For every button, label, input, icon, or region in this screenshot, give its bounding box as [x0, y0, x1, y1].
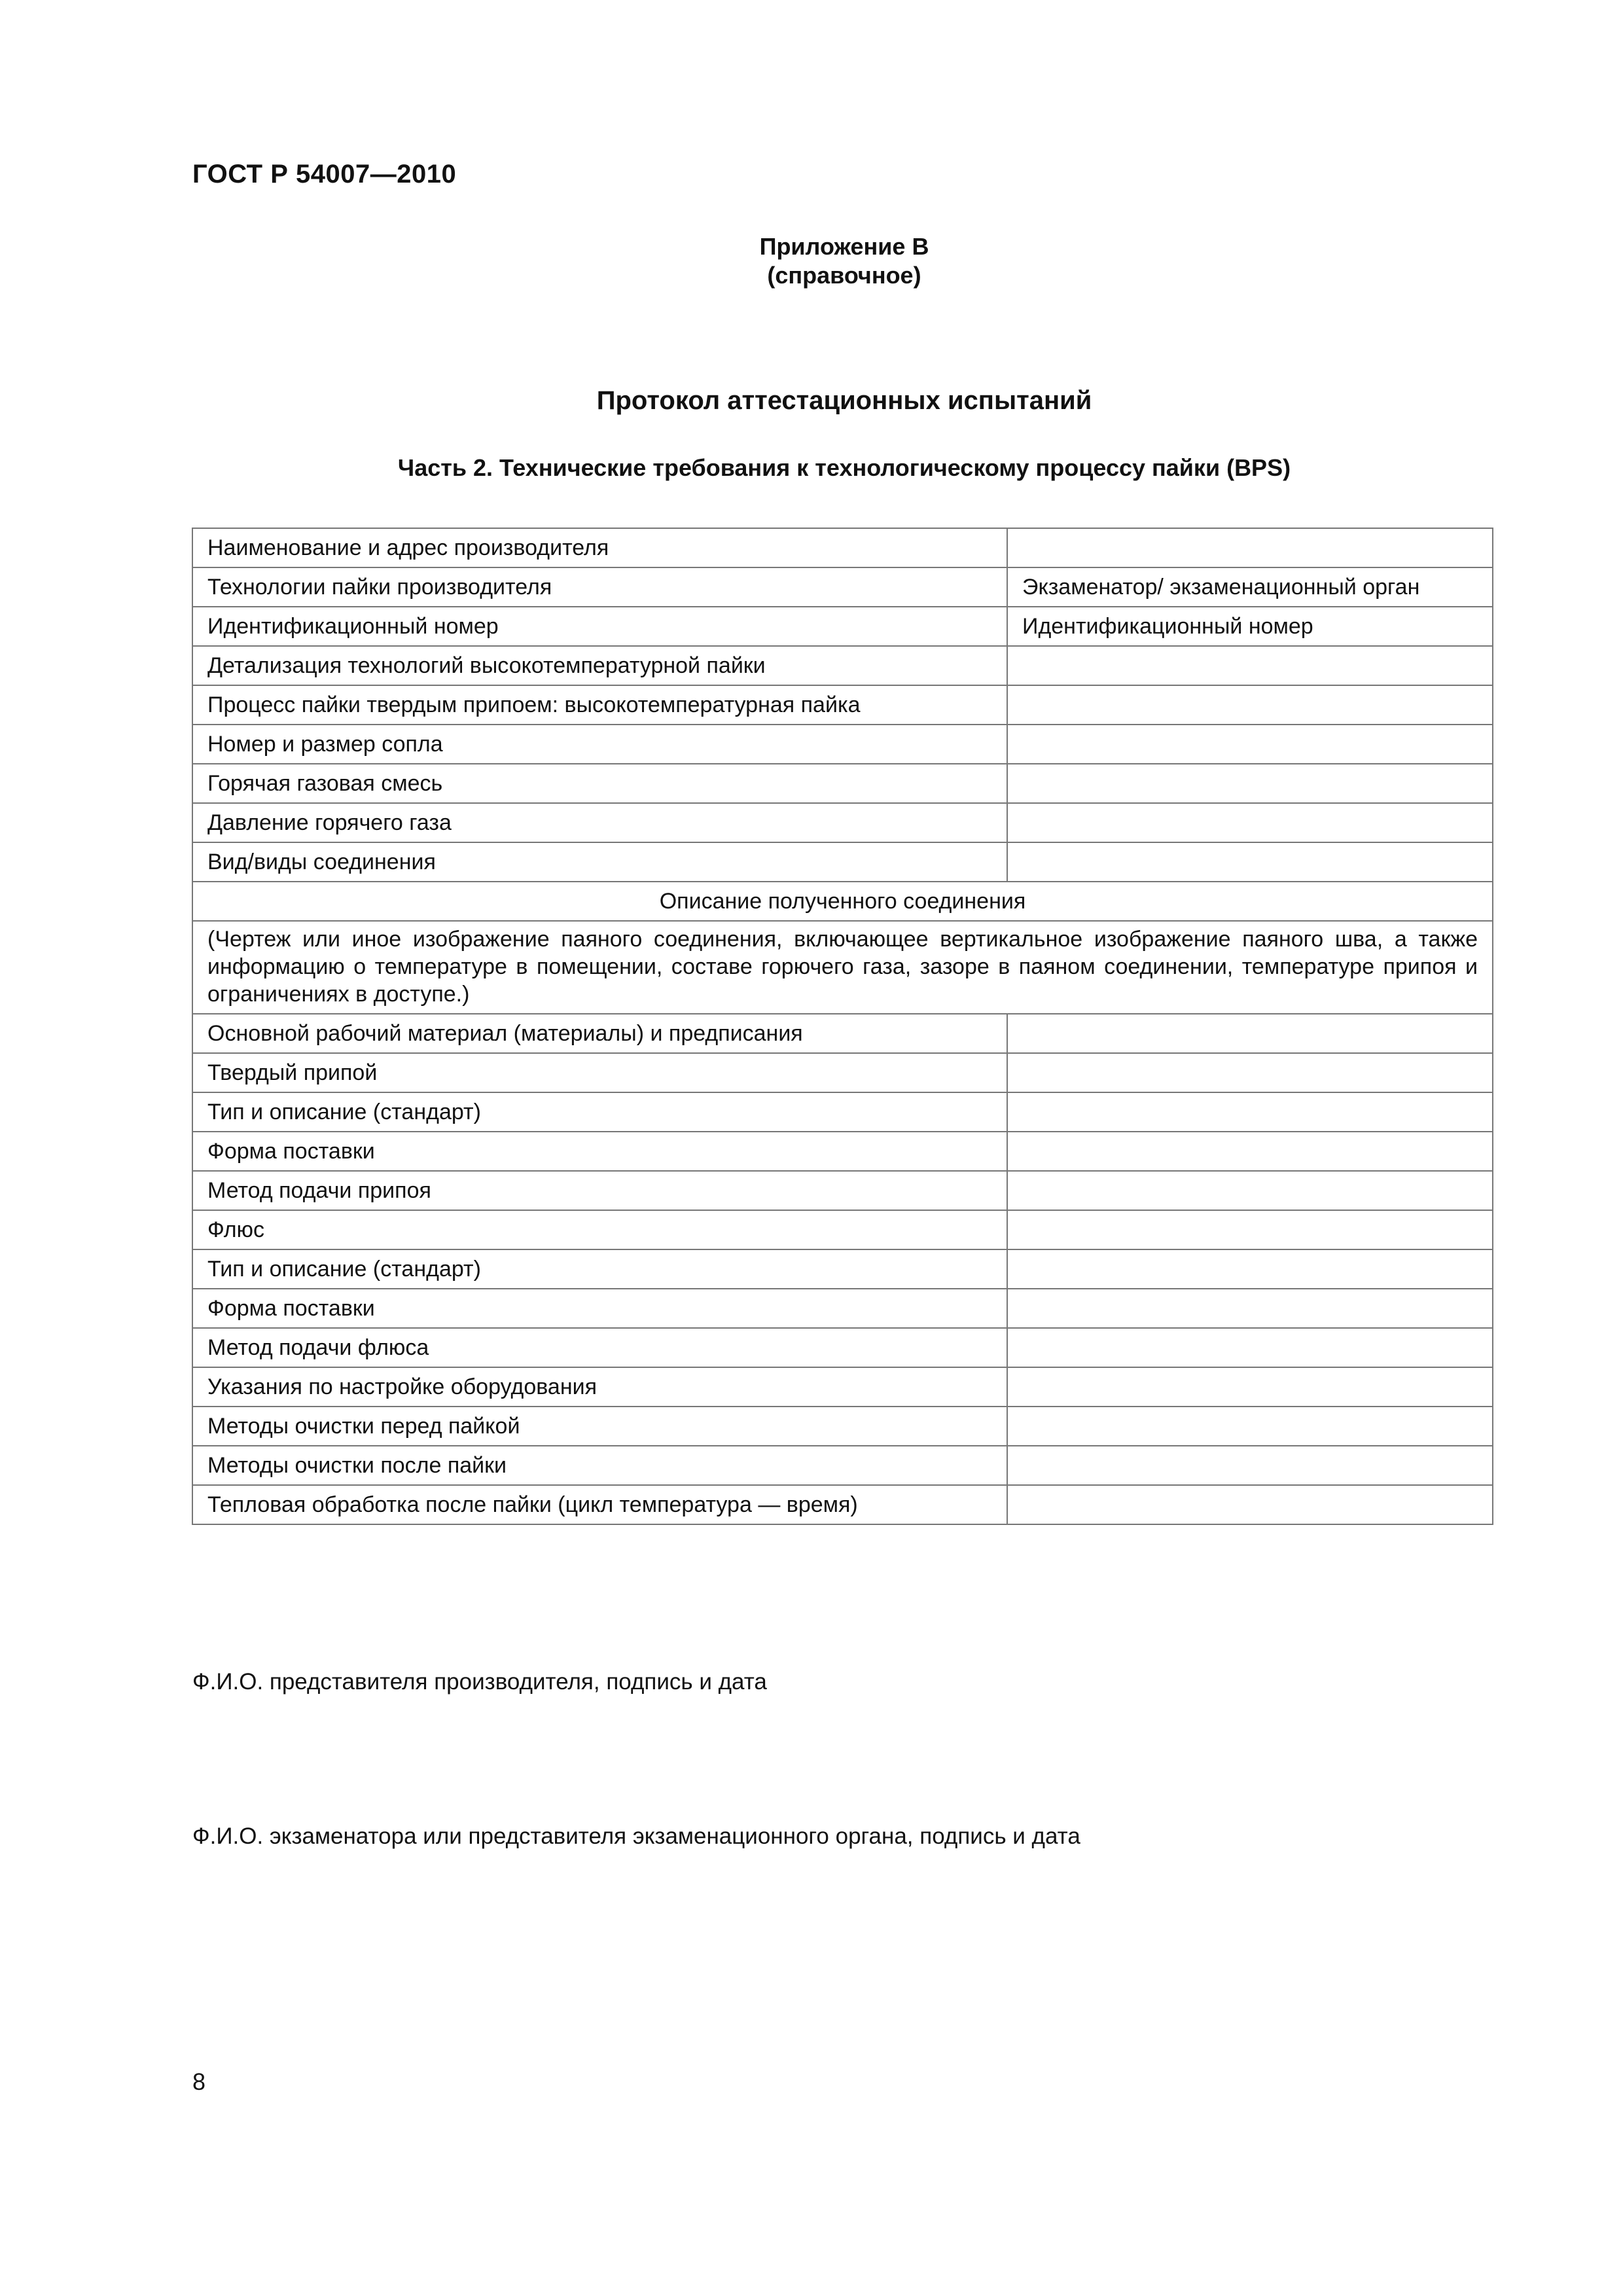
row-value — [1007, 1485, 1493, 1524]
row-label: Основной рабочий материал (материалы) и предписания — [192, 1014, 1007, 1053]
appendix-type: (справочное) — [767, 262, 921, 289]
row-label: Тип и описание (стандарт) — [192, 1249, 1007, 1289]
row-value — [1007, 1210, 1493, 1249]
row-value — [1007, 842, 1493, 882]
row-value — [1007, 803, 1493, 842]
row-label: Процесс пайки твердым припоем: высокотемпературная пайка — [192, 685, 1007, 725]
row-label: Вид/виды соединения — [192, 842, 1007, 882]
page-number: 8 — [192, 2068, 206, 2095]
standard-code: ГОСТ Р 54007—2010 — [192, 160, 457, 188]
row-label: Методы очистки перед пайкой — [192, 1407, 1007, 1446]
row-label: Методы очистки после пайки — [192, 1446, 1007, 1485]
row-value: Экзаменатор/ экзаменационный орган — [1007, 567, 1493, 607]
row-label: Метод подачи припоя — [192, 1171, 1007, 1210]
row-label: Метод подачи флюса — [192, 1328, 1007, 1367]
table-row — [192, 1367, 1493, 1407]
row-label: Тип и описание (стандарт) — [192, 1092, 1007, 1132]
row-value — [1007, 528, 1493, 567]
row-value — [1007, 1249, 1493, 1289]
row-value — [1007, 1053, 1493, 1092]
row-value — [1007, 1014, 1493, 1053]
row-label: Давление горячего газа — [192, 803, 1007, 842]
row-value — [1007, 685, 1493, 725]
row-label: Наименование и адрес производителя — [192, 528, 1007, 567]
row-value — [1007, 1132, 1493, 1171]
section-header-row — [192, 882, 1493, 921]
table-row — [192, 1171, 1493, 1210]
table-row — [192, 764, 1493, 803]
table-row — [192, 1092, 1493, 1132]
row-label: Форма поставки — [192, 1289, 1007, 1328]
table-row — [192, 1249, 1493, 1289]
row-label: Детализация технологий высокотемпературной пайки — [192, 646, 1007, 685]
table-row — [192, 1407, 1493, 1446]
row-label: Флюс — [192, 1210, 1007, 1249]
table-row — [192, 1289, 1493, 1328]
table-row — [192, 1485, 1493, 1524]
appendix-title: Приложение В — [759, 233, 929, 260]
table-row — [192, 1014, 1493, 1053]
row-value — [1007, 1289, 1493, 1328]
table-row — [192, 1210, 1493, 1249]
row-value — [1007, 725, 1493, 764]
table-row — [192, 1328, 1493, 1367]
protocol-table — [192, 528, 1493, 1525]
row-label: Технологии пайки производителя — [192, 567, 1007, 607]
row-value — [1007, 1171, 1493, 1210]
table-row — [192, 1132, 1493, 1171]
row-label: Номер и размер сопла — [192, 725, 1007, 764]
table-row — [192, 1446, 1493, 1485]
section-description: (Чертеж или иное изображение паяного соединения, включающее вертикальное изображение паяного шва, а также информацию о температуре в помещении, составе горючего газа, зазоре в паяном соединении, температуре припоя и ограничениях в доступе.) — [192, 921, 1493, 1014]
examiner-signature-line: Ф.И.О. экзаменатора или представителя экзаменационного органа, подпись и дата — [192, 1823, 1080, 1849]
table-row — [192, 646, 1493, 685]
protocol-part-title: Часть 2. Технические требования к технологическому процессу пайки (BPS) — [397, 454, 1291, 481]
row-value — [1007, 1328, 1493, 1367]
row-label: Форма поставки — [192, 1132, 1007, 1171]
row-value: Идентификационный номер — [1007, 607, 1493, 646]
row-value — [1007, 1446, 1493, 1485]
row-value — [1007, 1092, 1493, 1132]
row-value — [1007, 1367, 1493, 1407]
table-row — [192, 528, 1493, 567]
table-row — [192, 567, 1493, 607]
row-label: Тепловая обработка после пайки (цикл температура — время) — [192, 1485, 1007, 1524]
table-row — [192, 842, 1493, 882]
section-description-row — [192, 921, 1493, 1014]
section-header: Описание полученного соединения — [192, 882, 1493, 921]
row-label: Горячая газовая смесь — [192, 764, 1007, 803]
manufacturer-signature-line: Ф.И.О. представителя производителя, подпись и дата — [192, 1669, 767, 1695]
row-label: Указания по настройке оборудования — [192, 1367, 1007, 1407]
row-value — [1007, 1407, 1493, 1446]
row-label: Идентификационный номер — [192, 607, 1007, 646]
row-value — [1007, 764, 1493, 803]
table-row — [192, 1053, 1493, 1092]
table-row — [192, 685, 1493, 725]
row-value — [1007, 646, 1493, 685]
table-row — [192, 607, 1493, 646]
protocol-title: Протокол аттестационных испытаний — [596, 386, 1092, 415]
row-label: Твердый припой — [192, 1053, 1007, 1092]
table-row — [192, 725, 1493, 764]
table-row — [192, 803, 1493, 842]
